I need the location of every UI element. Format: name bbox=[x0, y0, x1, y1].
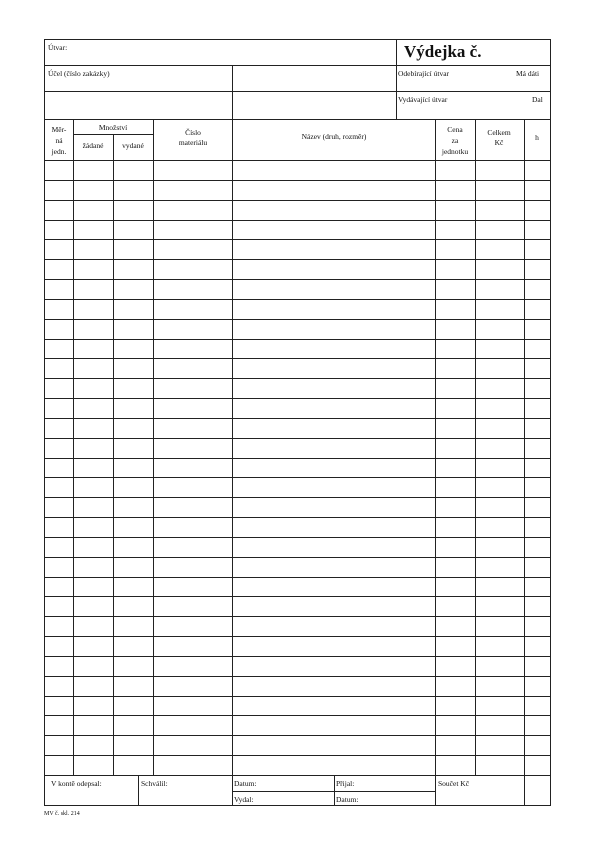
table-cell[interactable] bbox=[153, 656, 232, 676]
table-cell[interactable] bbox=[113, 200, 153, 220]
table-cell[interactable] bbox=[435, 616, 475, 636]
ma-dati-label: Má dáti bbox=[516, 69, 540, 78]
table-cell[interactable] bbox=[153, 517, 232, 537]
table-cell[interactable] bbox=[153, 458, 232, 478]
table-cell[interactable] bbox=[435, 319, 475, 339]
table-cell[interactable] bbox=[475, 537, 524, 557]
table-cell[interactable] bbox=[45, 378, 73, 398]
table-cell[interactable] bbox=[232, 477, 435, 497]
table-cell[interactable] bbox=[524, 715, 550, 735]
table-cell[interactable] bbox=[435, 517, 475, 537]
table-cell[interactable] bbox=[73, 458, 113, 478]
table-cell[interactable] bbox=[153, 358, 232, 378]
table-cell[interactable] bbox=[232, 577, 435, 597]
slip-title: Výdejka č. bbox=[404, 42, 482, 61]
table-cell[interactable] bbox=[475, 696, 524, 716]
table-cell[interactable] bbox=[113, 319, 153, 339]
col-zadane: žádané bbox=[82, 141, 104, 150]
table-cell[interactable] bbox=[45, 239, 73, 259]
table-cell[interactable] bbox=[113, 418, 153, 438]
col-merna-2: ná bbox=[55, 136, 63, 145]
table-cell[interactable] bbox=[435, 220, 475, 240]
table-cell[interactable] bbox=[113, 696, 153, 716]
table-cell[interactable] bbox=[153, 239, 232, 259]
table-cell[interactable] bbox=[524, 636, 550, 656]
footer-div-2 bbox=[232, 775, 233, 805]
table-cell[interactable] bbox=[232, 676, 435, 696]
table-cell[interactable] bbox=[113, 656, 153, 676]
table-cell[interactable] bbox=[435, 577, 475, 597]
table-cell[interactable] bbox=[435, 200, 475, 220]
table-cell[interactable] bbox=[524, 616, 550, 636]
table-cell[interactable] bbox=[475, 398, 524, 418]
table-cell[interactable] bbox=[475, 676, 524, 696]
table-cell[interactable] bbox=[45, 497, 73, 517]
table-cell[interactable] bbox=[113, 517, 153, 537]
table-cell[interactable] bbox=[45, 160, 73, 180]
table-cell[interactable] bbox=[45, 200, 73, 220]
footer-div-1 bbox=[138, 775, 139, 805]
table-cell[interactable] bbox=[73, 259, 113, 279]
table-cell[interactable] bbox=[475, 239, 524, 259]
table-cell[interactable] bbox=[232, 160, 435, 180]
col-celkem-1: Celkem bbox=[487, 128, 511, 137]
table-cell[interactable] bbox=[524, 299, 550, 319]
table-cell[interactable] bbox=[45, 557, 73, 577]
table-cell[interactable] bbox=[73, 279, 113, 299]
table-cell[interactable] bbox=[113, 735, 153, 755]
col-cena-3: jednotku bbox=[441, 147, 469, 156]
table-cell[interactable] bbox=[435, 239, 475, 259]
table-cell[interactable] bbox=[73, 636, 113, 656]
header-divider-title bbox=[396, 40, 397, 119]
table-cell[interactable] bbox=[435, 458, 475, 478]
table-cell[interactable] bbox=[475, 735, 524, 755]
vydavajici-utvar-label: Vydávající útvar bbox=[398, 95, 448, 104]
table-cell[interactable] bbox=[524, 656, 550, 676]
table-cell[interactable] bbox=[73, 656, 113, 676]
table-cell[interactable] bbox=[232, 438, 435, 458]
table-cell[interactable] bbox=[45, 220, 73, 240]
dal-label: Dal bbox=[532, 95, 543, 104]
table-cell[interactable] bbox=[113, 358, 153, 378]
col-h: h bbox=[535, 133, 539, 142]
table-cell[interactable] bbox=[73, 239, 113, 259]
table-cell[interactable] bbox=[45, 398, 73, 418]
table-cell[interactable] bbox=[475, 200, 524, 220]
table-cell[interactable] bbox=[475, 378, 524, 398]
table-cell[interactable] bbox=[45, 715, 73, 735]
table-cell[interactable] bbox=[475, 755, 524, 775]
table-cell[interactable] bbox=[524, 358, 550, 378]
table-cell[interactable] bbox=[475, 458, 524, 478]
table-cell[interactable] bbox=[435, 735, 475, 755]
table-cell[interactable] bbox=[435, 160, 475, 180]
table-cell[interactable] bbox=[73, 676, 113, 696]
table-cell[interactable] bbox=[73, 537, 113, 557]
table-cell[interactable] bbox=[113, 715, 153, 735]
datum-label-2: Datum: bbox=[336, 795, 359, 804]
table-cell[interactable] bbox=[524, 577, 550, 597]
table-cell[interactable] bbox=[73, 339, 113, 359]
table-cell[interactable] bbox=[153, 418, 232, 438]
header-divider-ucel bbox=[232, 65, 233, 119]
table-cell[interactable] bbox=[232, 715, 435, 735]
table-cell[interactable] bbox=[475, 596, 524, 616]
table-cell[interactable] bbox=[435, 279, 475, 299]
table-cell[interactable] bbox=[73, 696, 113, 716]
table-cell[interactable] bbox=[475, 358, 524, 378]
table-cell[interactable] bbox=[153, 636, 232, 656]
table-cell[interactable] bbox=[475, 319, 524, 339]
table-cell[interactable] bbox=[45, 596, 73, 616]
table-cell[interactable] bbox=[73, 358, 113, 378]
table-cell[interactable] bbox=[45, 180, 73, 200]
table-cell[interactable] bbox=[45, 319, 73, 339]
table-cell[interactable] bbox=[73, 398, 113, 418]
table-cell[interactable] bbox=[232, 220, 435, 240]
table-cell[interactable] bbox=[153, 200, 232, 220]
table-cell[interactable] bbox=[73, 557, 113, 577]
col-merna-3: jedn. bbox=[51, 147, 67, 156]
table-cell[interactable] bbox=[435, 715, 475, 735]
soucet-kc-label: Součet Kč bbox=[438, 779, 470, 788]
table-cell[interactable] bbox=[475, 438, 524, 458]
table-cell[interactable] bbox=[475, 220, 524, 240]
table-cell[interactable] bbox=[435, 676, 475, 696]
table-cell[interactable] bbox=[524, 458, 550, 478]
table-cell[interactable] bbox=[153, 537, 232, 557]
table-cell[interactable] bbox=[475, 418, 524, 438]
table-cell[interactable] bbox=[113, 438, 153, 458]
table-cell[interactable] bbox=[73, 438, 113, 458]
table-cell[interactable] bbox=[232, 517, 435, 537]
table-cell[interactable] bbox=[73, 180, 113, 200]
table-cell[interactable] bbox=[475, 616, 524, 636]
table-cell[interactable] bbox=[524, 537, 550, 557]
col-merna-1: Měr- bbox=[51, 125, 67, 134]
datum-label-1: Datum: bbox=[234, 779, 257, 788]
table-cell[interactable] bbox=[73, 616, 113, 636]
table-cell[interactable] bbox=[45, 636, 73, 656]
footer-div-3 bbox=[334, 775, 335, 805]
table-cell[interactable] bbox=[475, 656, 524, 676]
form-code: MV č. skl. 214 bbox=[44, 811, 80, 817]
table-cell[interactable] bbox=[232, 636, 435, 656]
table-cell[interactable] bbox=[475, 279, 524, 299]
table-cell[interactable] bbox=[524, 596, 550, 616]
table-cell[interactable] bbox=[45, 656, 73, 676]
table-cell[interactable] bbox=[153, 180, 232, 200]
table-cell[interactable] bbox=[153, 755, 232, 775]
table-cell[interactable] bbox=[232, 398, 435, 418]
table-cell[interactable] bbox=[73, 735, 113, 755]
col-mnozstvi: Množství bbox=[98, 123, 128, 132]
table-cell[interactable] bbox=[45, 537, 73, 557]
table-cell[interactable] bbox=[73, 319, 113, 339]
table-cell[interactable] bbox=[113, 537, 153, 557]
table-cell[interactable] bbox=[113, 259, 153, 279]
table-cell[interactable] bbox=[524, 557, 550, 577]
table-cell[interactable] bbox=[435, 477, 475, 497]
table-cell[interactable] bbox=[524, 339, 550, 359]
table-cell[interactable] bbox=[435, 596, 475, 616]
table-cell[interactable] bbox=[232, 418, 435, 438]
table-cell[interactable] bbox=[475, 299, 524, 319]
table-cell[interactable] bbox=[524, 517, 550, 537]
col-cislo-1: Číslo bbox=[185, 128, 201, 137]
table-cell[interactable] bbox=[153, 299, 232, 319]
table-cell[interactable] bbox=[232, 339, 435, 359]
table-cell[interactable] bbox=[435, 497, 475, 517]
table-cell[interactable] bbox=[524, 200, 550, 220]
utvar-label: Útvar: bbox=[48, 43, 68, 52]
table-cell[interactable] bbox=[73, 220, 113, 240]
table-cell[interactable] bbox=[232, 497, 435, 517]
table-cell[interactable] bbox=[73, 755, 113, 775]
table-cell[interactable] bbox=[475, 577, 524, 597]
table-cell[interactable] bbox=[113, 180, 153, 200]
table-cell[interactable] bbox=[435, 398, 475, 418]
table-cell[interactable] bbox=[435, 636, 475, 656]
table-cell[interactable] bbox=[475, 517, 524, 537]
table-cell[interactable] bbox=[232, 735, 435, 755]
table-cell[interactable] bbox=[435, 378, 475, 398]
table-cell[interactable] bbox=[153, 378, 232, 398]
table-cell[interactable] bbox=[524, 279, 550, 299]
table-cell[interactable] bbox=[153, 696, 232, 716]
table-cell[interactable] bbox=[435, 180, 475, 200]
table-cell[interactable] bbox=[113, 616, 153, 636]
table-cell[interactable] bbox=[232, 299, 435, 319]
table-cell[interactable] bbox=[524, 259, 550, 279]
table-cell[interactable] bbox=[524, 418, 550, 438]
table-cell[interactable] bbox=[73, 378, 113, 398]
table-cell[interactable] bbox=[153, 160, 232, 180]
table-cell[interactable] bbox=[232, 358, 435, 378]
col-vydane: vydané bbox=[122, 141, 144, 150]
table-cell[interactable] bbox=[232, 319, 435, 339]
table-cell[interactable] bbox=[524, 735, 550, 755]
col-nazev: Název (druh, rozměr) bbox=[301, 132, 367, 141]
table-cell[interactable] bbox=[435, 557, 475, 577]
table-cell[interactable] bbox=[524, 239, 550, 259]
table-cell[interactable] bbox=[113, 339, 153, 359]
table-cell[interactable] bbox=[232, 458, 435, 478]
table-cell[interactable] bbox=[232, 616, 435, 636]
table-cell[interactable] bbox=[153, 577, 232, 597]
table-cell[interactable] bbox=[435, 537, 475, 557]
table-cell[interactable] bbox=[113, 279, 153, 299]
table-cell[interactable] bbox=[113, 596, 153, 616]
col-cislo-2: materiálu bbox=[178, 138, 208, 147]
schvalil-label: Schválil: bbox=[141, 779, 168, 788]
table-cell[interactable] bbox=[153, 596, 232, 616]
table-cell[interactable] bbox=[113, 755, 153, 775]
table-cell[interactable] bbox=[73, 160, 113, 180]
table-cell[interactable] bbox=[475, 557, 524, 577]
table-cell[interactable] bbox=[232, 239, 435, 259]
table-cell[interactable] bbox=[153, 438, 232, 458]
table-cell[interactable] bbox=[153, 477, 232, 497]
table-cell[interactable] bbox=[475, 339, 524, 359]
table-cell[interactable] bbox=[475, 180, 524, 200]
table-cell[interactable] bbox=[524, 755, 550, 775]
footer-top-line bbox=[45, 775, 550, 776]
table-cell[interactable] bbox=[45, 279, 73, 299]
table-cell[interactable] bbox=[524, 497, 550, 517]
table-cell[interactable] bbox=[524, 676, 550, 696]
table-cell[interactable] bbox=[45, 616, 73, 636]
table-cell[interactable] bbox=[45, 517, 73, 537]
table-cell[interactable] bbox=[232, 279, 435, 299]
table-cell[interactable] bbox=[153, 398, 232, 418]
table-cell[interactable] bbox=[475, 259, 524, 279]
table-cell[interactable] bbox=[113, 477, 153, 497]
table-cell[interactable] bbox=[435, 259, 475, 279]
table-cell[interactable] bbox=[45, 438, 73, 458]
table-cell[interactable] bbox=[524, 160, 550, 180]
table-cell[interactable] bbox=[435, 755, 475, 775]
table-cell[interactable] bbox=[153, 220, 232, 240]
table-cell[interactable] bbox=[45, 299, 73, 319]
table-cell[interactable] bbox=[524, 220, 550, 240]
table-cell[interactable] bbox=[45, 458, 73, 478]
table-cell[interactable] bbox=[45, 477, 73, 497]
table-cell[interactable] bbox=[113, 378, 153, 398]
table-cell[interactable] bbox=[73, 497, 113, 517]
table-cell[interactable] bbox=[475, 636, 524, 656]
table-cell[interactable] bbox=[153, 259, 232, 279]
table-cell[interactable] bbox=[113, 398, 153, 418]
table-cell[interactable] bbox=[113, 497, 153, 517]
table-cell[interactable] bbox=[73, 517, 113, 537]
table-cell[interactable] bbox=[524, 180, 550, 200]
table-cell[interactable] bbox=[45, 577, 73, 597]
table-cell[interactable] bbox=[113, 676, 153, 696]
table-cell[interactable] bbox=[435, 299, 475, 319]
table-cell[interactable] bbox=[475, 160, 524, 180]
vydal-label: Vydal: bbox=[234, 795, 254, 804]
table-cell[interactable] bbox=[45, 696, 73, 716]
table-cell[interactable] bbox=[524, 438, 550, 458]
table-cell[interactable] bbox=[524, 696, 550, 716]
v-konte-odepsal-label: V kontě odepsal: bbox=[51, 779, 102, 788]
table-cell[interactable] bbox=[45, 418, 73, 438]
table-cell[interactable] bbox=[113, 458, 153, 478]
table-cell[interactable] bbox=[153, 676, 232, 696]
table-cell[interactable] bbox=[435, 418, 475, 438]
table-cell[interactable] bbox=[232, 378, 435, 398]
table-cell[interactable] bbox=[232, 537, 435, 557]
table-cell[interactable] bbox=[153, 319, 232, 339]
table-cell[interactable] bbox=[113, 160, 153, 180]
table-cell[interactable] bbox=[475, 715, 524, 735]
table-cell[interactable] bbox=[153, 715, 232, 735]
table-cell[interactable] bbox=[113, 220, 153, 240]
odebirajici-utvar-label: Odebírající útvar bbox=[398, 69, 450, 78]
table-cell[interactable] bbox=[45, 755, 73, 775]
table-cell[interactable] bbox=[113, 557, 153, 577]
footer-div-4 bbox=[435, 775, 436, 805]
table-cell[interactable] bbox=[113, 636, 153, 656]
table-cell[interactable] bbox=[435, 696, 475, 716]
table-cell[interactable] bbox=[435, 438, 475, 458]
table-cell[interactable] bbox=[73, 418, 113, 438]
header-line-3 bbox=[397, 91, 550, 92]
table-cell[interactable] bbox=[113, 239, 153, 259]
table-cell[interactable] bbox=[232, 596, 435, 616]
table-cell[interactable] bbox=[524, 319, 550, 339]
table-cell[interactable] bbox=[73, 715, 113, 735]
table-cell[interactable] bbox=[232, 180, 435, 200]
header-line-1 bbox=[45, 65, 550, 66]
ucel-label: Účel (číslo zakázky) bbox=[48, 69, 110, 78]
table-cell[interactable] bbox=[232, 557, 435, 577]
table-cell[interactable] bbox=[45, 358, 73, 378]
table-cell[interactable] bbox=[435, 358, 475, 378]
table-cell[interactable] bbox=[153, 279, 232, 299]
table-cell[interactable] bbox=[232, 696, 435, 716]
table-cell[interactable] bbox=[73, 477, 113, 497]
table-cell[interactable] bbox=[45, 339, 73, 359]
issue-slip-form bbox=[44, 39, 551, 806]
prijal-label: Přijal: bbox=[336, 779, 355, 788]
table-cell[interactable] bbox=[435, 656, 475, 676]
table-cell[interactable] bbox=[153, 735, 232, 755]
table-cell[interactable] bbox=[153, 339, 232, 359]
table-cell[interactable] bbox=[232, 656, 435, 676]
col-cena-1: Cena bbox=[447, 125, 463, 134]
footer-div-5 bbox=[524, 775, 525, 805]
table-cell[interactable] bbox=[45, 735, 73, 755]
table-cell[interactable] bbox=[232, 200, 435, 220]
table-cell[interactable] bbox=[153, 557, 232, 577]
table-cell[interactable] bbox=[73, 200, 113, 220]
table-cell[interactable] bbox=[524, 477, 550, 497]
col-celkem-2: Kč bbox=[494, 138, 504, 147]
table-cell[interactable] bbox=[475, 477, 524, 497]
table-cell[interactable] bbox=[73, 299, 113, 319]
table-cell[interactable] bbox=[524, 378, 550, 398]
table-cell[interactable] bbox=[232, 259, 435, 279]
table-cell[interactable] bbox=[435, 339, 475, 359]
table-cell[interactable] bbox=[475, 497, 524, 517]
table-cell[interactable] bbox=[45, 676, 73, 696]
table-cell[interactable] bbox=[153, 497, 232, 517]
table-cell[interactable] bbox=[113, 577, 153, 597]
table-cell[interactable] bbox=[45, 259, 73, 279]
table-cell[interactable] bbox=[232, 755, 435, 775]
table-cell[interactable] bbox=[524, 398, 550, 418]
table-cell[interactable] bbox=[73, 596, 113, 616]
table-cell[interactable] bbox=[153, 616, 232, 636]
col-cena-2: za bbox=[451, 136, 459, 145]
table-cell[interactable] bbox=[113, 299, 153, 319]
table-cell[interactable] bbox=[73, 577, 113, 597]
